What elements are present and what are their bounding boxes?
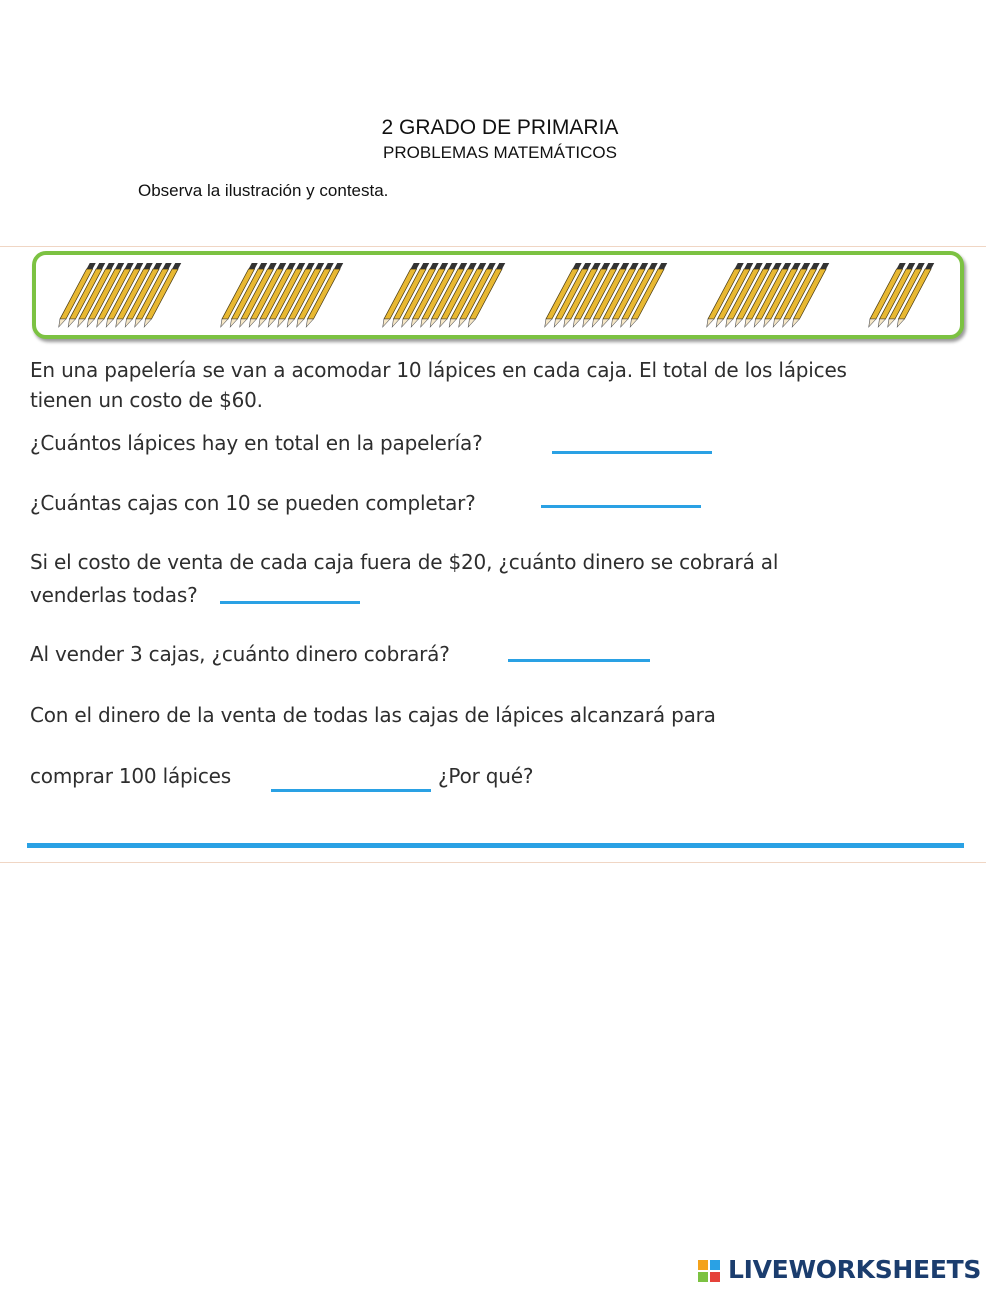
answer-blank-q2[interactable] — [541, 505, 701, 508]
liveworksheets-logo — [698, 1255, 724, 1285]
bottom-divider — [0, 862, 986, 863]
answer-blank-q5[interactable] — [271, 789, 431, 792]
logo-square-icon — [698, 1272, 708, 1282]
pencils-graphic — [36, 255, 960, 335]
problem-statement-line1: En una papelería se van a acomodar 10 lápices en cada caja. El total de los lápices — [30, 358, 847, 382]
question-2: ¿Cuántas cajas con 10 se pueden completar? — [30, 491, 476, 515]
answer-blank-q4[interactable] — [508, 659, 650, 662]
watermark-text: LIVEWORKSHEETS — [728, 1255, 982, 1284]
logo-square-icon — [710, 1272, 720, 1282]
pencil-illustration — [32, 251, 964, 339]
logo-square-icon — [710, 1260, 720, 1270]
question-5-why: ¿Por qué? — [438, 764, 534, 788]
question-5-line1: Con el dinero de la venta de todas las cajas de lápices alcanzará para — [30, 703, 716, 727]
logo-square-icon — [698, 1260, 708, 1270]
answer-blank-q3[interactable] — [220, 601, 360, 604]
page-subtitle: PROBLEMAS MATEMÁTICOS — [383, 143, 617, 162]
question-4: Al vender 3 cajas, ¿cuánto dinero cobrará? — [30, 642, 450, 666]
question-3-line2: venderlas todas? — [30, 583, 198, 607]
problem-statement-line2: tienen un costo de $60. — [30, 388, 263, 412]
question-1: ¿Cuántos lápices hay en total en la papelería? — [30, 431, 483, 455]
answer-blank-reason[interactable] — [27, 843, 964, 848]
question-3-line1: Si el costo de venta de cada caja fuera de $20, ¿cuánto dinero se cobrará al — [30, 550, 779, 574]
instruction-text: Observa la ilustración y contesta. — [138, 181, 389, 200]
question-5-line2: comprar 100 lápices — [30, 764, 231, 788]
page-title: 2 GRADO DE PRIMARIA — [381, 116, 619, 139]
top-divider — [0, 246, 986, 247]
answer-blank-q1[interactable] — [552, 451, 712, 454]
